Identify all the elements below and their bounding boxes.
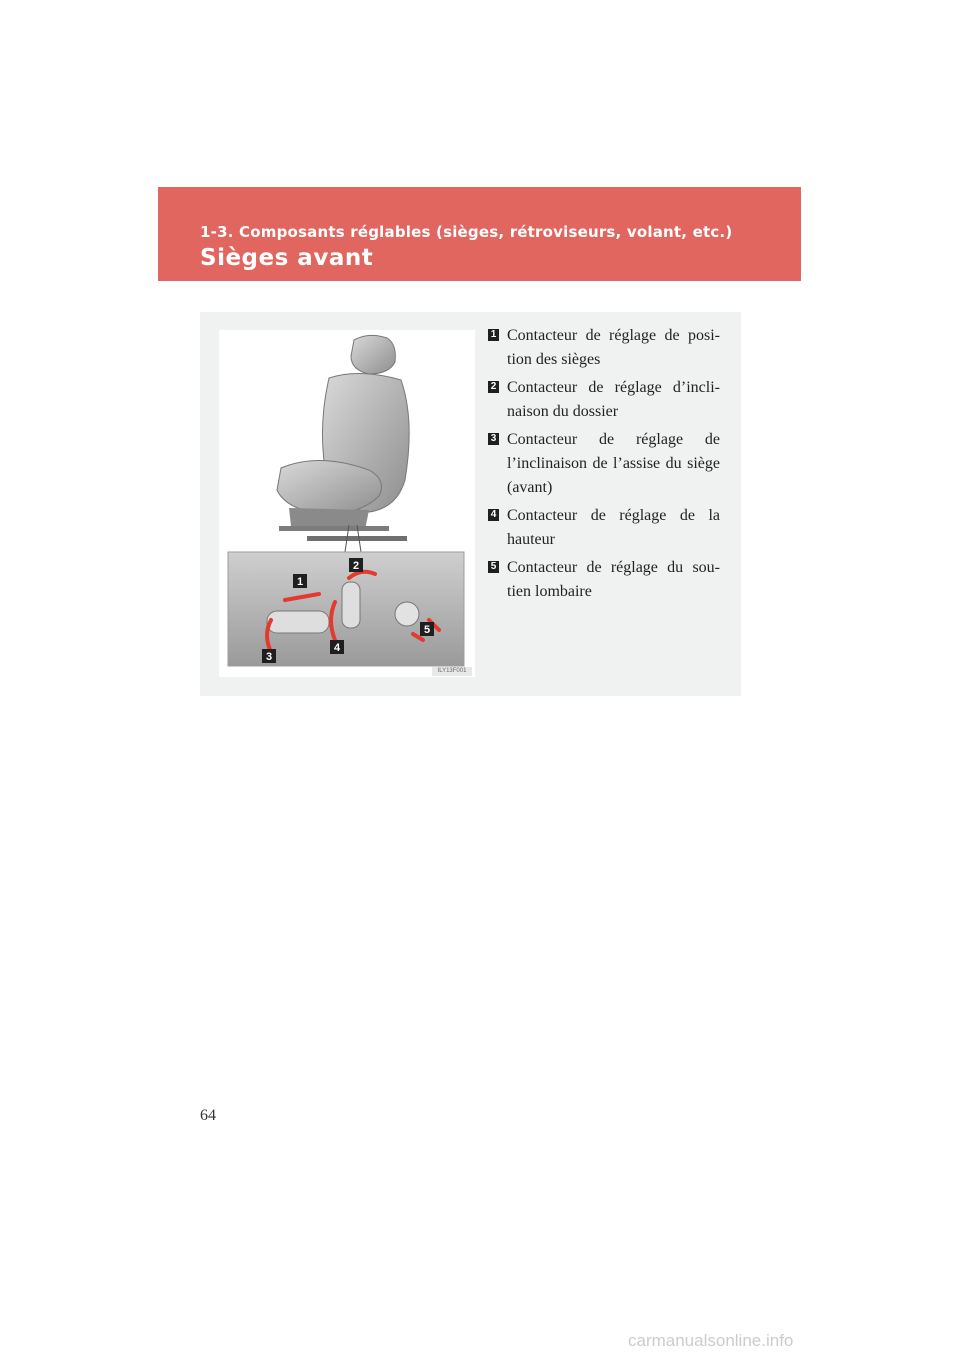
content-box xyxy=(200,312,741,696)
legend-item xyxy=(488,376,720,424)
section-header xyxy=(158,187,801,281)
callout-label: 1 xyxy=(296,576,304,588)
legend-item xyxy=(488,324,720,372)
number-badge: 3 xyxy=(488,433,499,445)
legend-item xyxy=(488,556,720,604)
seat-illustration xyxy=(219,330,475,677)
lumbar-switch xyxy=(395,602,419,626)
legend-list xyxy=(488,324,720,608)
legend-text: Contacteur de réglage de posi-tion des sièges xyxy=(507,327,720,368)
section-label: 1-3. Composants réglables (sièges, rétroviseurs, volant, etc.) xyxy=(200,223,733,241)
headrest-shape xyxy=(351,335,395,374)
figure-code: ILY13F001 xyxy=(432,667,472,676)
callout-label: 3 xyxy=(265,651,273,663)
legend-item xyxy=(488,504,720,552)
callout-label: 5 xyxy=(423,624,431,636)
watermark: carmanualsonline.info xyxy=(628,1331,794,1350)
legend-text: Contacteur de réglage de l’inclinaison de l’assise du siège (avant) xyxy=(507,431,720,496)
cushion-shape xyxy=(277,460,381,514)
legend-text: Contacteur de réglage du sou-tien lombaire xyxy=(507,559,720,600)
page-number: 64 xyxy=(200,1107,216,1124)
legend-text: Contacteur de réglage d’incli-naison du dossier xyxy=(507,379,720,420)
page-title: Sièges avant xyxy=(200,245,374,271)
callout-label: 2 xyxy=(352,560,360,572)
seat-rail xyxy=(279,526,389,531)
callout-label: 4 xyxy=(333,642,341,654)
number-badge: 2 xyxy=(488,381,499,393)
number-badge: 1 xyxy=(488,329,499,341)
legend-text: Contacteur de réglage de la hauteur xyxy=(507,507,720,548)
number-badge: 5 xyxy=(488,561,499,573)
legend-item xyxy=(488,428,720,500)
seat-switch xyxy=(267,611,329,633)
backrest-switch xyxy=(342,582,360,628)
seat-rail xyxy=(307,536,407,541)
number-badge: 4 xyxy=(488,509,499,521)
